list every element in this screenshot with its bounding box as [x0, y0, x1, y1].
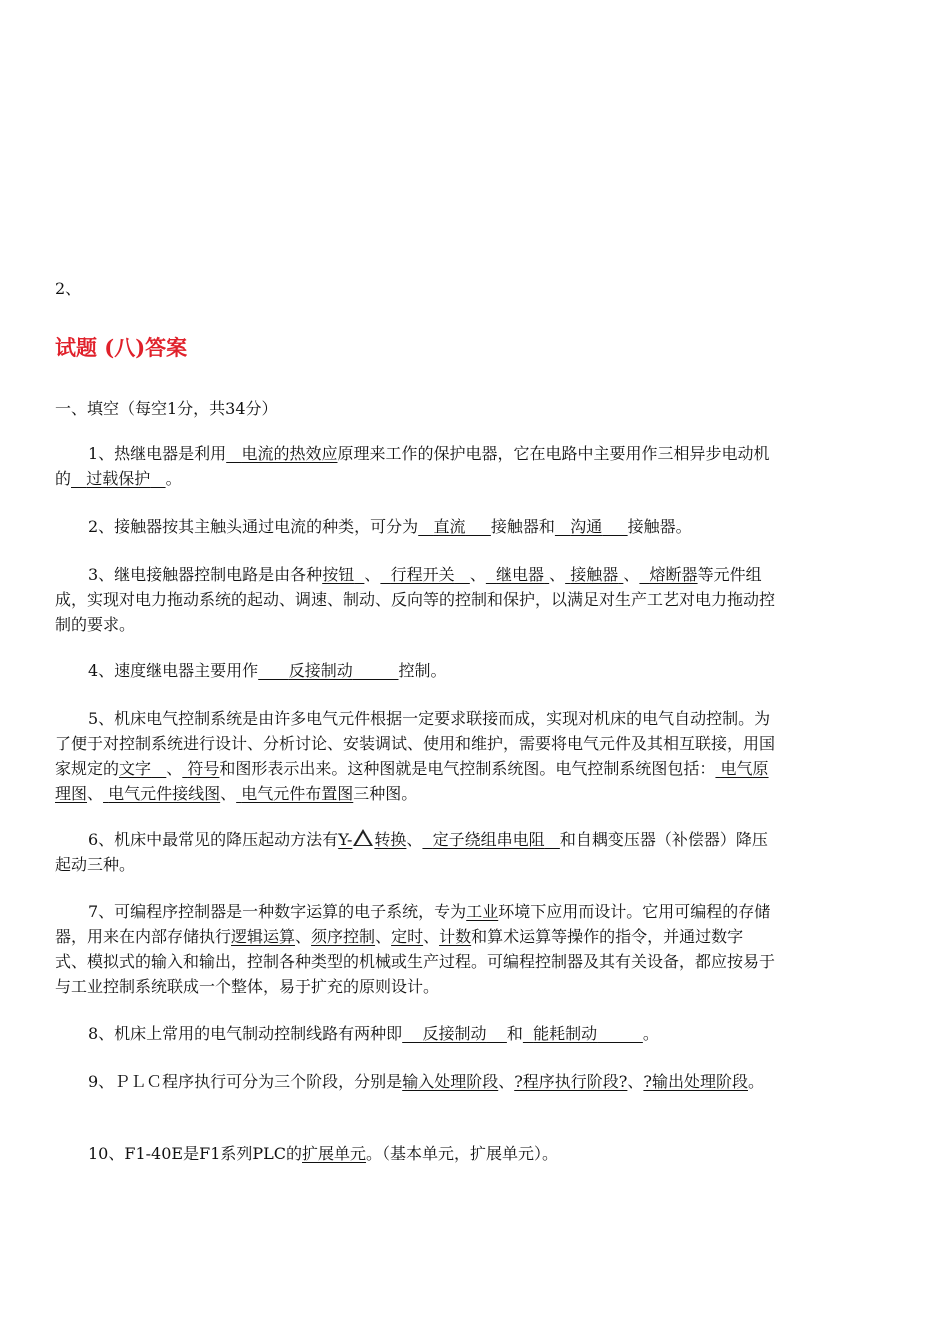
- page-title: 试题 (八)答案: [55, 335, 188, 360]
- answer-blank: 沟通: [570, 517, 603, 536]
- answer-blank: Y- 转换: [338, 830, 407, 849]
- answer-blank: ?程序执行阶段?: [514, 1072, 628, 1091]
- answer-blank: 反接制动: [422, 1024, 487, 1043]
- answer-blank: 须序控制: [311, 927, 376, 946]
- answer-blank: 工业: [466, 902, 499, 921]
- item-number: 2、: [55, 279, 82, 298]
- answer-blank: 电气原理图: [55, 759, 769, 803]
- question-9: 9、ＰＬＣ程序执行可分为三个阶段，分别是输入处理阶段、?程序执行阶段?、?输出处理阶段。: [88, 1072, 765, 1091]
- answer-blank: 计数: [439, 927, 472, 946]
- answer-blank: 过载保护: [86, 469, 151, 488]
- delta-triangle-icon: [353, 829, 373, 846]
- section-heading: 一、填空（每空1分，共34分）: [55, 399, 278, 418]
- answer-blank: 符号: [187, 759, 220, 778]
- question-3: 3、继电接触器控制电路是由各种按钮 、 行程开关 、 继电器 、 接触器 、 熔断器等元件组成，实现对电力拖动系统的起动、调速、制动、反向等的控制和保护，以满足对生产工艺对电力拖动控制的要求。: [55, 565, 776, 634]
- question-6: 6、机床中最常见的降压起动方法有Y- 转换、 定子绕组串电阻 和自耦变压器（补偿器）降压起动三种。: [55, 830, 768, 874]
- answer-blank: 按钮: [322, 565, 355, 584]
- question-10: 10、F1-40E是F1系列PLC的扩展单元。（基本单元，扩展单元）。: [88, 1144, 559, 1163]
- answer-blank: 电气元件接线图: [108, 784, 221, 803]
- answer-blank: 定子绕组串电阻: [432, 830, 545, 849]
- answer-blank: 直流: [433, 517, 466, 536]
- answer-blank: 行程开关: [390, 565, 455, 584]
- answer-blank: 电气元件布置图: [241, 784, 354, 803]
- answer-blank: 逻辑运算: [231, 927, 296, 946]
- answer-blank: 接触器: [570, 565, 619, 584]
- question-5: 5、机床电气控制系统是由许多电气元件根据一定要求联接而成，实现对机床的电气自动控制。为了便于对控制系统进行设计、分析讨论、安装调试、使用和维护，需要将电气元件及其相互联接，用国家规定的文字 、 符号和图形表示出来。这种图就是电气控制系统图。电气控制系统图包括： 电气原理图、 电气元件接线图、 电气元件布置图三种图。: [55, 709, 776, 803]
- question-1: 1、热继电器是利用 电流的热效应原理来工作的保护电器，它在电路中主要用作三相异步电动机的 过载保护 。: [55, 444, 770, 488]
- question-4: 4、速度继电器主要用作 反接制动 控制。: [88, 661, 447, 680]
- answer-blank: 熔断器: [649, 565, 698, 584]
- question-2: 2、接触器按其主触头通过电流的种类，可分为 直流 接触器和 沟通 接触器。: [88, 517, 692, 536]
- answer-blank: 能耗制动: [533, 1024, 598, 1043]
- answer-blank: 电流的热效应: [241, 444, 338, 463]
- answer-blank: 输入处理阶段: [402, 1072, 499, 1091]
- question-8: 8、机床上常用的电气制动控制线路有两种即 反接制动 和 能耗制动 。: [88, 1024, 659, 1043]
- question-7: 7、可编程序控制器是一种数字运算的电子系统，专为工业环境下应用而设计。它用可编程的存储器，用来在内部存储执行逻辑运算、须序控制、定时、计数和算术运算等操作的指令，并通过数字式、模拟式的输入和输出，控制各种类型的机械或生产过程。可编程控制器及其有关设备，都应按易于与工业控制系统联成一个整体，易于扩充的原则设计。: [55, 902, 776, 996]
- answer-blank: 反接制动: [288, 661, 353, 680]
- answer-blank: 定时: [391, 927, 424, 946]
- answer-blank: 继电器: [496, 565, 545, 584]
- answer-blank: 扩展单元: [302, 1144, 367, 1163]
- answer-blank: ?输出处理阶段: [643, 1072, 748, 1091]
- answer-blank: 文字: [119, 759, 152, 778]
